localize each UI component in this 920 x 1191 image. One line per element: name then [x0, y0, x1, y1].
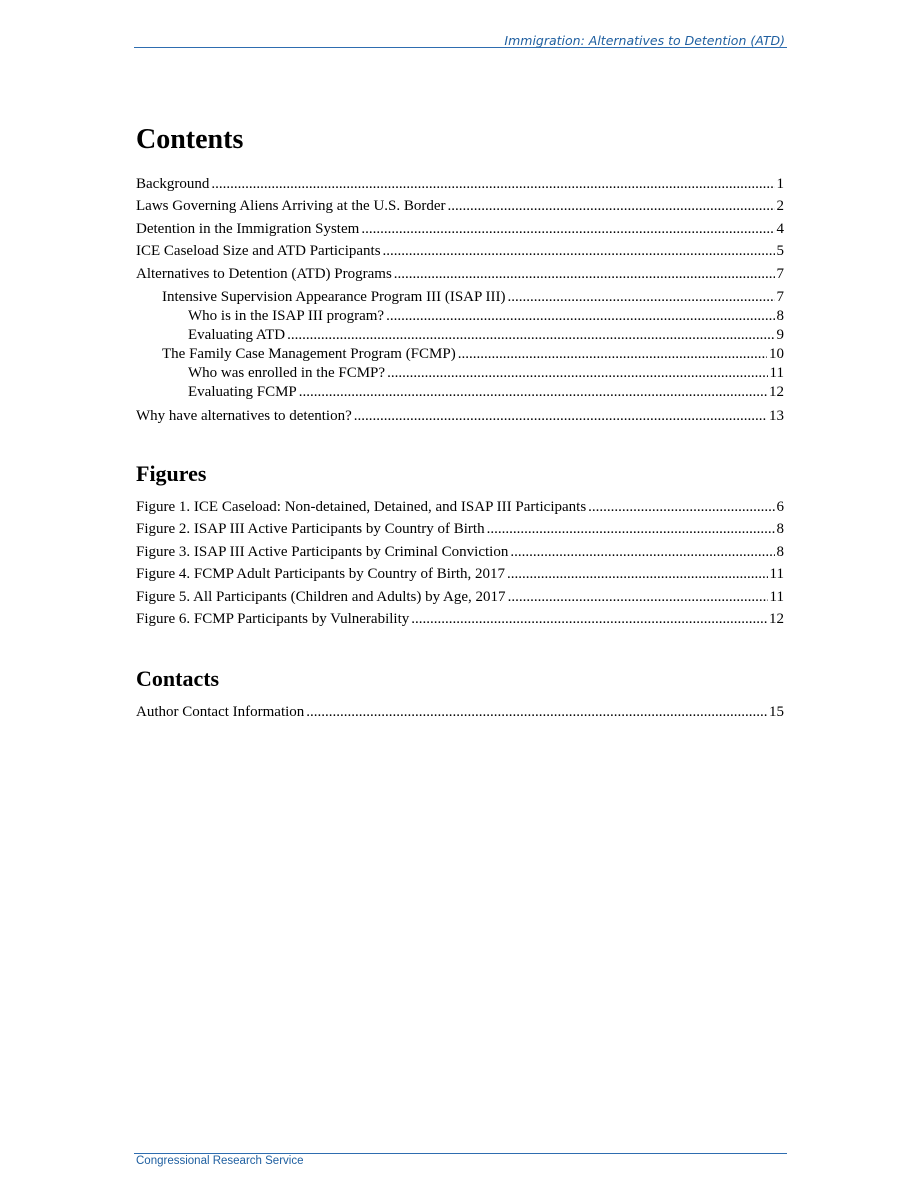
toc-entry-page: 10 — [769, 345, 784, 362]
dot-leader — [458, 345, 767, 364]
figure-entry-page: 8 — [776, 543, 784, 560]
footer-rule — [134, 1153, 787, 1154]
figure-entry[interactable] — [136, 608, 784, 630]
toc-entry[interactable] — [136, 263, 784, 285]
figure-entry-page: 11 — [769, 566, 784, 583]
running-header: Immigration: Alternatives to Detention (ATD) — [504, 33, 785, 48]
contact-entry-page: 15 — [769, 704, 784, 720]
dot-leader — [508, 586, 768, 608]
figure-entry-page: 11 — [769, 588, 784, 605]
dot-leader — [361, 218, 774, 240]
dot-leader — [588, 496, 774, 518]
figures-list — [136, 496, 784, 630]
toc-entry-label: Evaluating FCMP — [188, 383, 297, 400]
contents-heading: Contents — [136, 124, 244, 155]
figure-entry-page: 8 — [776, 521, 784, 538]
toc-entry-page: 11 — [769, 364, 784, 381]
toc-subsubentry[interactable] — [136, 307, 784, 326]
dot-leader — [383, 240, 775, 262]
figure-entry[interactable] — [136, 541, 784, 563]
toc-entry[interactable] — [136, 405, 784, 427]
toc-entry[interactable] — [136, 240, 784, 262]
toc-entry-label: Who is in the ISAP III program? — [188, 307, 385, 324]
toc-entry-page: 12 — [769, 383, 784, 400]
toc-entry-page: 9 — [776, 326, 784, 343]
figure-entry-label: Figure 4. FCMP Adult Participants by Country of Birth, 2017 — [136, 566, 506, 583]
toc-entry-label: The Family Case Management Program (FCMP) — [162, 345, 456, 362]
contact-entry-label: Author Contact Information — [136, 704, 305, 720]
dot-leader — [448, 195, 775, 217]
figure-entry-page: 6 — [776, 499, 784, 515]
toc-entry-page: 1 — [776, 176, 784, 192]
toc-entry-page: 13 — [769, 407, 784, 424]
toc-entry-label: Who was enrolled in the FCMP? — [188, 364, 386, 381]
dot-leader — [394, 263, 775, 285]
toc-entry-page: 8 — [776, 307, 784, 324]
dot-leader — [387, 364, 767, 383]
figure-entry[interactable] — [136, 496, 784, 518]
toc-entry-label: Evaluating ATD — [188, 326, 286, 343]
figure-entry[interactable] — [136, 586, 784, 608]
header-rule — [134, 47, 787, 48]
toc-subsubentry[interactable] — [136, 364, 784, 383]
figure-entry-label: Figure 5. All Participants (Children and Adults) by Age, 2017 — [136, 588, 506, 605]
toc-entry[interactable] — [136, 218, 784, 240]
dot-leader — [299, 383, 767, 402]
dot-leader — [510, 541, 774, 563]
toc-entry-label: Alternatives to Detention (ATD) Programs — [136, 265, 392, 282]
figure-entry[interactable] — [136, 563, 784, 585]
dot-leader — [507, 563, 768, 585]
figure-entry-page: 12 — [769, 610, 784, 627]
toc-entry-label: ICE Caseload Size and ATD Participants — [136, 243, 381, 260]
toc-entry-page: 7 — [776, 265, 784, 282]
contact-entry[interactable] — [136, 701, 784, 723]
toc-entry[interactable] — [136, 195, 784, 217]
contents-list — [136, 173, 784, 427]
dot-leader — [354, 405, 767, 427]
figure-entry[interactable] — [136, 518, 784, 540]
toc-entry-label: Background — [136, 176, 210, 192]
toc-entry-label: Laws Governing Aliens Arriving at the U.S. Border — [136, 198, 446, 215]
footer-org: Congressional Research Service — [136, 1155, 304, 1167]
toc-entry-label: Detention in the Immigration System — [136, 220, 360, 237]
toc-entry-label: Why have alternatives to detention? — [136, 407, 352, 424]
figure-entry-label: Figure 1. ICE Caseload: Non-detained, Detained, and ISAP III Participants — [136, 499, 587, 515]
dot-leader — [386, 307, 774, 326]
toc-entry-label: Intensive Supervision Appearance Program III (ISAP III) — [162, 288, 506, 305]
dot-leader — [487, 518, 775, 540]
dot-leader — [411, 608, 767, 630]
dot-leader — [306, 701, 767, 723]
figure-entry-label: Figure 3. ISAP III Active Participants by Criminal Conviction — [136, 543, 509, 560]
figure-entry-label: Figure 6. FCMP Participants by Vulnerability — [136, 610, 410, 627]
dot-leader — [211, 173, 774, 195]
toc-subentry[interactable] — [136, 345, 784, 364]
figure-entry-label: Figure 2. ISAP III Active Participants by Country of Birth — [136, 521, 485, 538]
dot-leader — [508, 288, 775, 307]
toc-entry-page: 5 — [776, 243, 784, 260]
toc-subentry[interactable] — [136, 288, 784, 307]
dot-leader — [287, 326, 774, 345]
contacts-heading: Contacts — [136, 666, 220, 691]
toc-subsubentry[interactable] — [136, 326, 784, 345]
toc-subsubentry[interactable] — [136, 383, 784, 402]
toc-entry[interactable] — [136, 173, 784, 195]
contacts-list — [136, 701, 784, 723]
toc-entry-page: 2 — [776, 198, 784, 215]
toc-entry-page: 7 — [776, 288, 784, 305]
figures-heading: Figures — [136, 461, 207, 486]
toc-entry-page: 4 — [776, 220, 784, 237]
